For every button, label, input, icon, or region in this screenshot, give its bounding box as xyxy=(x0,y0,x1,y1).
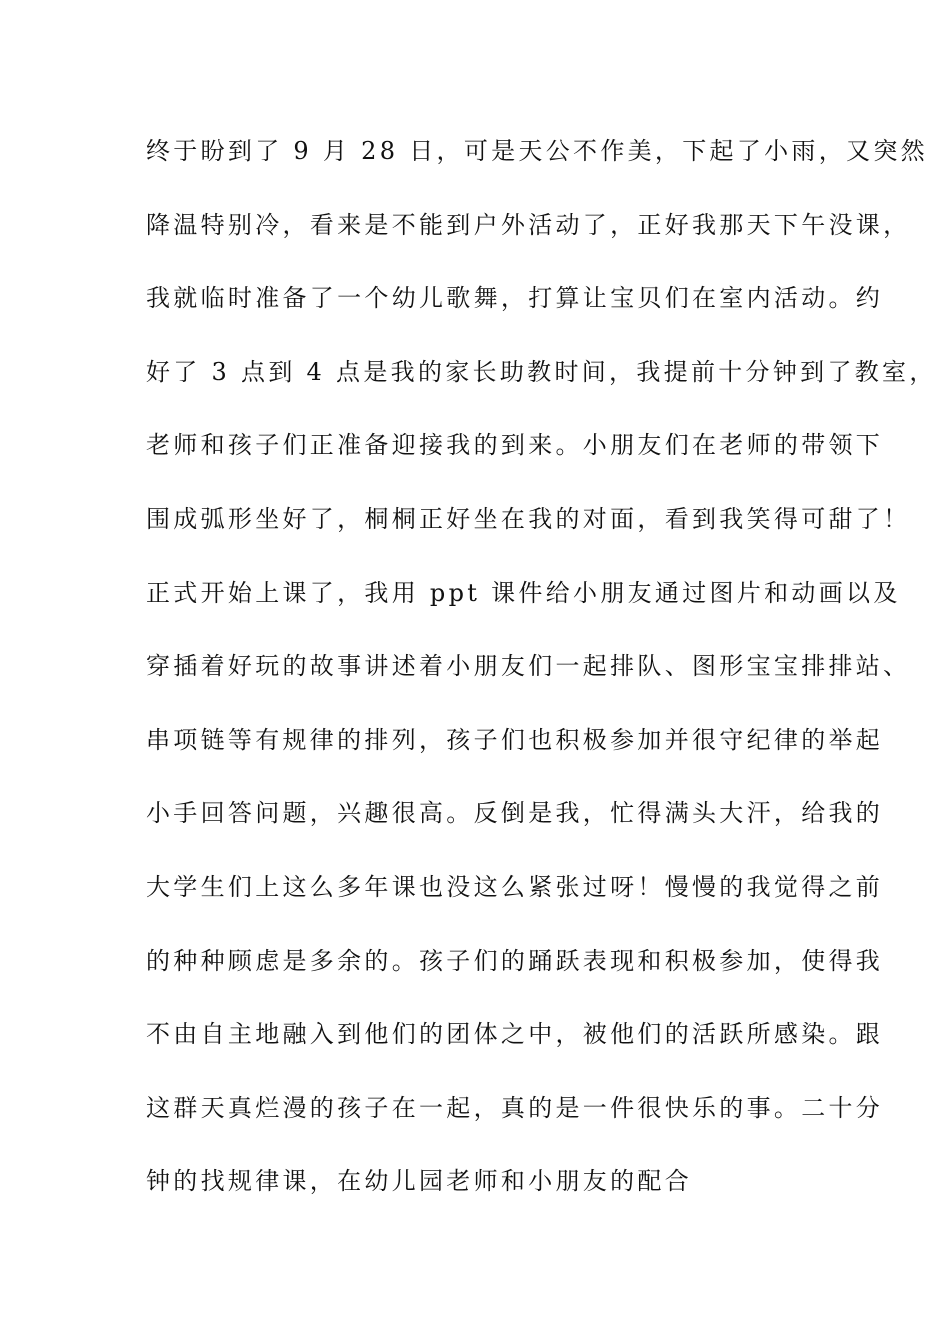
text-line: 这群天真烂漫的孩子在一起，真的是一件很快乐的事。二十分 xyxy=(146,1093,884,1122)
body-text xyxy=(146,128,937,1232)
text-line: 钟的找规律课，在幼儿园老师和小朋友的配合 xyxy=(146,1167,692,1196)
text-line: 老师和孩子们正准备迎接我的到来。小朋友们在老师的带领下 xyxy=(146,431,884,460)
text-line: 我就临时准备了一个幼儿歌舞，打算让宝贝们在室内活动。约 xyxy=(146,284,884,313)
text-line: 串项链等有规律的排列，孩子们也积极参加并很守纪律的举起 xyxy=(146,725,884,754)
text-line: 终于盼到了 9 月 28 日，可是天公不作美，下起了小雨，又突然 xyxy=(146,137,928,165)
text-line: 好了 3 点到 4 点是我的家长助教时间，我提前十分钟到了教室， xyxy=(146,357,937,386)
text-line: 小手回答问题，兴趣很高。反倒是我，忙得满头大汗，给我的 xyxy=(146,799,884,828)
text-line: 大学生们上这么多年课也没这么紧张过呀！慢慢的我觉得之前 xyxy=(146,872,884,901)
text-line: 的种种顾虑是多余的。孩子们的踊跃表现和积极参加，使得我 xyxy=(146,946,884,975)
text-line: 不由自主地融入到他们的团体之中，被他们的活跃所感染。跟 xyxy=(146,1020,884,1049)
text-line: 降温特别冷，看来是不能到户外活动了，正好我那天下午没课， xyxy=(146,210,911,239)
text-line: 围成弧形坐好了，桐桐正好坐在我的对面，看到我笑得可甜了！ xyxy=(146,504,911,533)
text-line: 正式开始上课了，我用 ppt 课件给小朋友通过图片和动画以及 xyxy=(146,578,901,607)
text-line: 穿插着好玩的故事讲述着小朋友们一起排队、图形宝宝排排站、 xyxy=(146,652,911,681)
